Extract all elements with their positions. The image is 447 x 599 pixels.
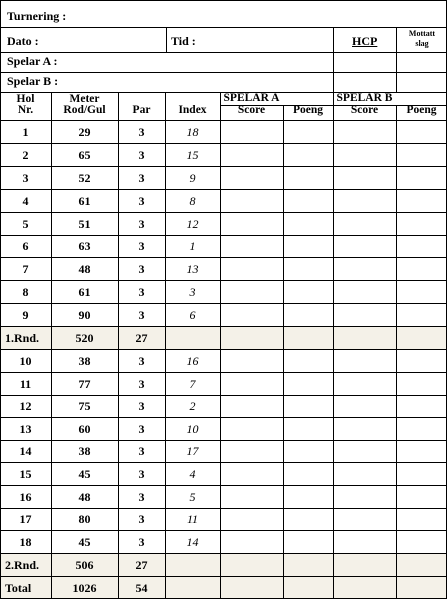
hole-number: 13 (19, 422, 32, 436)
hole-par: 3 (138, 354, 145, 368)
hole-index: 2 (189, 399, 196, 413)
grid-line (0, 303, 447, 304)
hole-par: 3 (138, 239, 145, 253)
grid-line (0, 349, 447, 350)
hole-number: 5 (22, 217, 29, 231)
hole-index: 18 (186, 125, 199, 139)
hole-meter: 75 (78, 399, 91, 413)
hole-par: 3 (138, 422, 145, 436)
hole-par: 3 (138, 148, 145, 162)
hole-meter: 63 (78, 239, 91, 253)
hole-number: 16 (19, 490, 32, 504)
hole-number: 18 (19, 535, 32, 549)
grid-line (220, 92, 221, 599)
round2-label: 2.Rnd. (5, 558, 40, 572)
hole-index: 1 (189, 239, 196, 253)
hole-par: 3 (138, 262, 145, 276)
grid-line (0, 120, 447, 121)
hole-index: 17 (186, 444, 199, 458)
hole-index: 8 (189, 194, 196, 208)
col-spelar-a: SPELAR A (223, 92, 280, 104)
round1-meter: 520 (75, 331, 94, 345)
col-index: Index (178, 104, 207, 116)
col-nr: Nr. (17, 104, 34, 116)
hole-index: 5 (189, 490, 196, 504)
grid-line (0, 166, 447, 167)
grid-line (0, 280, 447, 281)
col-poeng-b: Poeng (406, 104, 437, 116)
col-hol: Hol (16, 93, 35, 105)
hole-number: 3 (22, 171, 29, 185)
col-poeng-a: Poeng (292, 104, 324, 116)
hole-number: 14 (19, 444, 32, 458)
grid-line (0, 257, 447, 258)
hole-meter: 38 (78, 444, 91, 458)
grid-line (0, 372, 447, 373)
grid-line (0, 326, 447, 327)
hole-number: 4 (22, 194, 29, 208)
hole-meter: 48 (78, 490, 91, 504)
turnering-label: Turnering : (7, 9, 67, 23)
hole-meter: 65 (78, 148, 91, 162)
hole-index: 14 (186, 535, 199, 549)
hole-index: 12 (186, 217, 199, 231)
grid-line (0, 0, 1, 599)
hole-index: 3 (189, 285, 196, 299)
grid-line (0, 576, 447, 577)
hole-index: 15 (186, 148, 199, 162)
grid-line (0, 440, 447, 441)
hole-number: 17 (19, 512, 32, 526)
hole-par: 3 (138, 171, 145, 185)
hole-number: 10 (19, 354, 32, 368)
round1-label: 1.Rnd. (5, 331, 40, 345)
grid-line (333, 27, 334, 92)
total-label: Total (5, 581, 32, 595)
grid-line (0, 0, 447, 1)
grid-line (0, 395, 447, 396)
hole-number: 6 (22, 239, 29, 253)
grid-line (0, 52, 447, 53)
hole-par: 3 (138, 535, 145, 549)
hole-meter: 77 (78, 377, 91, 391)
hole-par: 3 (138, 308, 145, 322)
total-par: 54 (135, 581, 148, 595)
hole-number: 11 (19, 377, 32, 391)
hcp-label: HCP (352, 34, 378, 48)
grid-line (166, 27, 167, 52)
hole-number: 8 (22, 285, 29, 299)
hole-number: 9 (22, 308, 29, 322)
grid-line (333, 92, 334, 599)
grid-line (0, 27, 447, 28)
hole-meter: 52 (78, 171, 91, 185)
hole-number: 7 (22, 262, 29, 276)
col-score-b: Score (350, 104, 379, 116)
mottatt-label: Mottatt (408, 29, 436, 38)
hole-par: 3 (138, 512, 145, 526)
grid-line (283, 105, 284, 599)
col-par: Par (132, 104, 151, 116)
grid-line (396, 105, 397, 599)
total-meter: 1026 (72, 581, 97, 595)
hole-par: 3 (138, 194, 145, 208)
hole-index: 9 (189, 171, 196, 185)
round2-meter: 506 (75, 558, 94, 572)
hole-index: 4 (189, 467, 196, 481)
tid-label: Tid : (171, 34, 196, 48)
hole-par: 3 (138, 285, 145, 299)
hole-meter: 61 (78, 194, 91, 208)
hole-index: 10 (186, 422, 199, 436)
grid-line (0, 462, 447, 463)
hole-index: 6 (189, 308, 196, 322)
hole-meter: 60 (78, 422, 91, 436)
dato-label: Dato : (7, 34, 39, 48)
hole-number: 12 (19, 399, 32, 413)
hole-number: 2 (22, 148, 29, 162)
grid-line (0, 212, 447, 213)
hole-meter: 51 (78, 217, 91, 231)
hole-meter: 61 (78, 285, 91, 299)
col-spelar-b: SPELAR B (336, 92, 393, 104)
col-rod-gul: Rod/Gul (63, 104, 106, 116)
hole-index: 13 (186, 262, 199, 276)
grid-line (0, 143, 447, 144)
grid-line (0, 530, 447, 531)
hole-par: 3 (138, 377, 145, 391)
hole-meter: 45 (78, 467, 91, 481)
hole-number: 1 (22, 125, 29, 139)
hole-index: 16 (186, 354, 199, 368)
grid-line (0, 189, 447, 190)
col-meter: Meter (69, 93, 100, 105)
hole-par: 3 (138, 217, 145, 231)
hole-par: 3 (138, 467, 145, 481)
grid-line (0, 553, 447, 554)
grid-line (0, 72, 447, 73)
hole-index: 11 (186, 512, 199, 526)
slag-label: slag (415, 39, 429, 48)
round2-par: 27 (135, 558, 148, 572)
hole-par: 3 (138, 125, 145, 139)
grid-line (0, 235, 447, 236)
grid-line (0, 508, 447, 509)
hole-par: 3 (138, 399, 145, 413)
hole-meter: 38 (78, 354, 91, 368)
hole-meter: 29 (78, 125, 91, 139)
hole-meter: 48 (78, 262, 91, 276)
hole-number: 15 (19, 467, 32, 481)
spelar-b-label: Spelar B : (7, 74, 59, 88)
grid-line (0, 417, 447, 418)
hole-meter: 80 (78, 512, 91, 526)
hole-meter: 45 (78, 535, 91, 549)
hole-par: 3 (138, 444, 145, 458)
hole-par: 3 (138, 490, 145, 504)
hole-meter: 90 (78, 308, 91, 322)
grid-line (0, 485, 447, 486)
hole-index: 7 (189, 377, 196, 391)
col-score-a: Score (237, 104, 266, 116)
spelar-a-label: Spelar A : (7, 54, 58, 68)
round1-par: 27 (135, 331, 148, 345)
